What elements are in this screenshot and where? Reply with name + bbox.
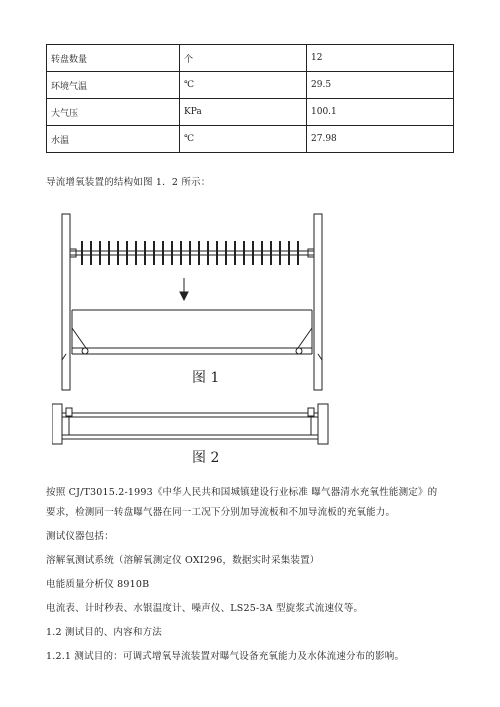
figure-1-label: 图 1 xyxy=(192,370,220,386)
paragraph-other-instruments: 电流表、计时秒表、水银温度计、噪声仪、LS25-3A 型旋浆式流速仪等。 xyxy=(46,603,364,614)
table-row xyxy=(47,72,454,99)
param-name: 水温 xyxy=(47,126,180,153)
table-row xyxy=(47,99,454,126)
paragraph-test-purpose: 1.2.1 测试目的：可调式增氧导流装置对曝气设备充氧能力及水体流速分布的影响。 xyxy=(46,651,405,662)
paragraph-standard: 按照 CJ/T3015.2-1993《中华人民共和国城镇建设行业标准 曝气器清水充氧性能测定》的 xyxy=(46,487,438,498)
param-unit: ℃ xyxy=(180,72,307,99)
param-value: 27.98 xyxy=(307,126,454,153)
param-value: 12 xyxy=(307,45,454,72)
paragraph-instruments-heading: 测试仪器包括： xyxy=(46,531,114,542)
param-name: 转盘数量 xyxy=(47,45,180,72)
aeration-device-figure xyxy=(52,208,352,464)
table-row xyxy=(47,45,454,72)
param-name: 环境气温 xyxy=(47,72,180,99)
parameters-table xyxy=(46,44,454,153)
param-unit: KPa xyxy=(180,99,307,126)
param-value: 100.1 xyxy=(307,99,454,126)
param-name: 大气压 xyxy=(47,99,180,126)
figure-2-label: 图 2 xyxy=(192,450,220,464)
section-heading: 1.2 测试目的、内容和方法 xyxy=(46,627,162,638)
param-unit: ℃ xyxy=(180,126,307,153)
table-row xyxy=(47,126,454,153)
paragraph-requirement: 要求，检测同一转盘曝气器在同一工况下分别加导流板和不加导流板的充氧能力。 xyxy=(46,507,396,518)
param-unit: 个 xyxy=(180,45,307,72)
paragraph-power-analyzer: 电能质量分析仪 8910B xyxy=(46,579,150,590)
figure-intro-text: 导流增氧装置的结构如图 1．2 所示： xyxy=(46,177,211,188)
param-value: 29.5 xyxy=(307,72,454,99)
paragraph-do-system: 溶解氧测试系统（溶解氧测定仪 OXI296，数据实时采集装置） xyxy=(46,555,320,566)
